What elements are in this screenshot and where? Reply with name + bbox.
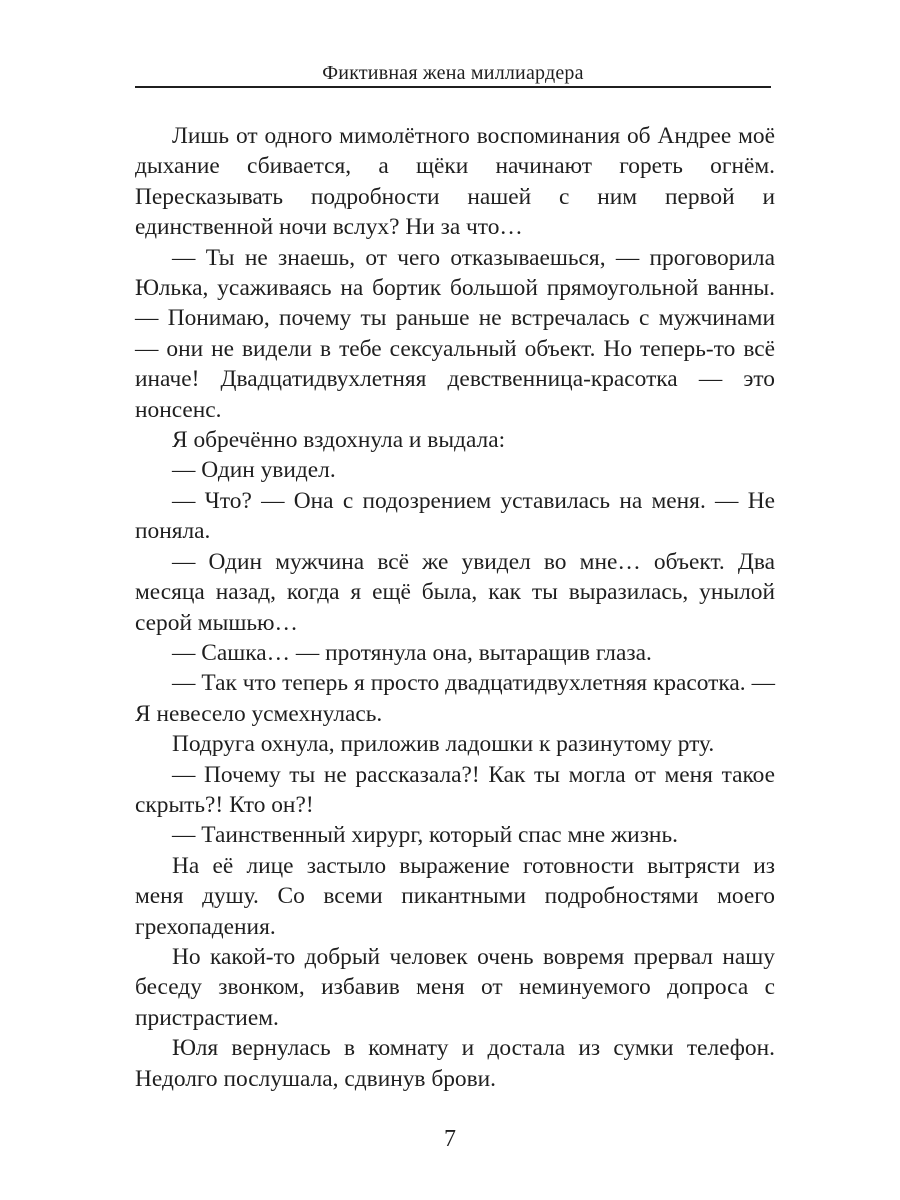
paragraph: — Ты не знаешь, от чего отказываешься, — проговорила Юлька, усаживаясь на бортик большой прямоугольной ванны. — Понимаю, почему ты раньше не встречалась с мужчинами — они не видели в тебе сексуальный объект. Но теперь-то всё иначе! Двадцатидвухлетняя девственница-красотка — это нонсенс. xyxy=(135,244,775,423)
header-divider xyxy=(135,86,771,88)
paragraph: — Что? — Она с подозрением уставилась на меня. — Не поняла. xyxy=(135,487,775,545)
paragraph: Но какой-то добрый человек очень вовремя прервал нашу беседу звонком, избавив меня от неминуемого допроса с пристрастием. xyxy=(135,943,775,1031)
body-text xyxy=(135,121,775,1094)
paragraph: На её лице застыло выражение готовности вытрясти из меня душу. Со всеми пикантными подробностями моего грехопадения. xyxy=(135,852,775,940)
paragraph: Подруга охнула, приложив ладошки к разинутому рту. xyxy=(172,731,715,758)
running-header-title: Фиктивная жена миллиардера xyxy=(322,62,584,84)
paragraph: Лишь от одного мимолётного воспоминания об Андрее моё дыхание сбивается, а щёки начинают гореть огнём. Пересказывать подробности нашей с ним первой и единственной ночи вслух? Ни за что… xyxy=(135,123,775,241)
paragraph: — Почему ты не рассказала?! Как ты могла от меня такое скрыть?! Кто он?! xyxy=(135,761,775,818)
paragraph: — Таинственный хирург, который спас мне жизнь. xyxy=(172,822,678,849)
paragraph: — Сашка… — протянула она, вытаращив глаза. xyxy=(172,639,652,666)
paragraph: — Один увидел. xyxy=(172,457,336,484)
page-number: 7 xyxy=(444,1126,456,1152)
paragraph: — Один мужчина всё же увидел во мне… объект. Два месяца назад, когда я ещё была, как ты выразилась, унылой серой мышью… xyxy=(135,548,775,636)
paragraph: Я обречённо вздохнула и выдала: xyxy=(172,427,506,454)
paragraph: — Так что теперь я просто двадцатидвухлетняя красотка. — Я невесело усмехнулась. xyxy=(135,670,775,727)
paragraph: Юля вернулась в комнату и достала из сумки телефон. Недолго послушала, сдвинув брови. xyxy=(135,1035,775,1092)
